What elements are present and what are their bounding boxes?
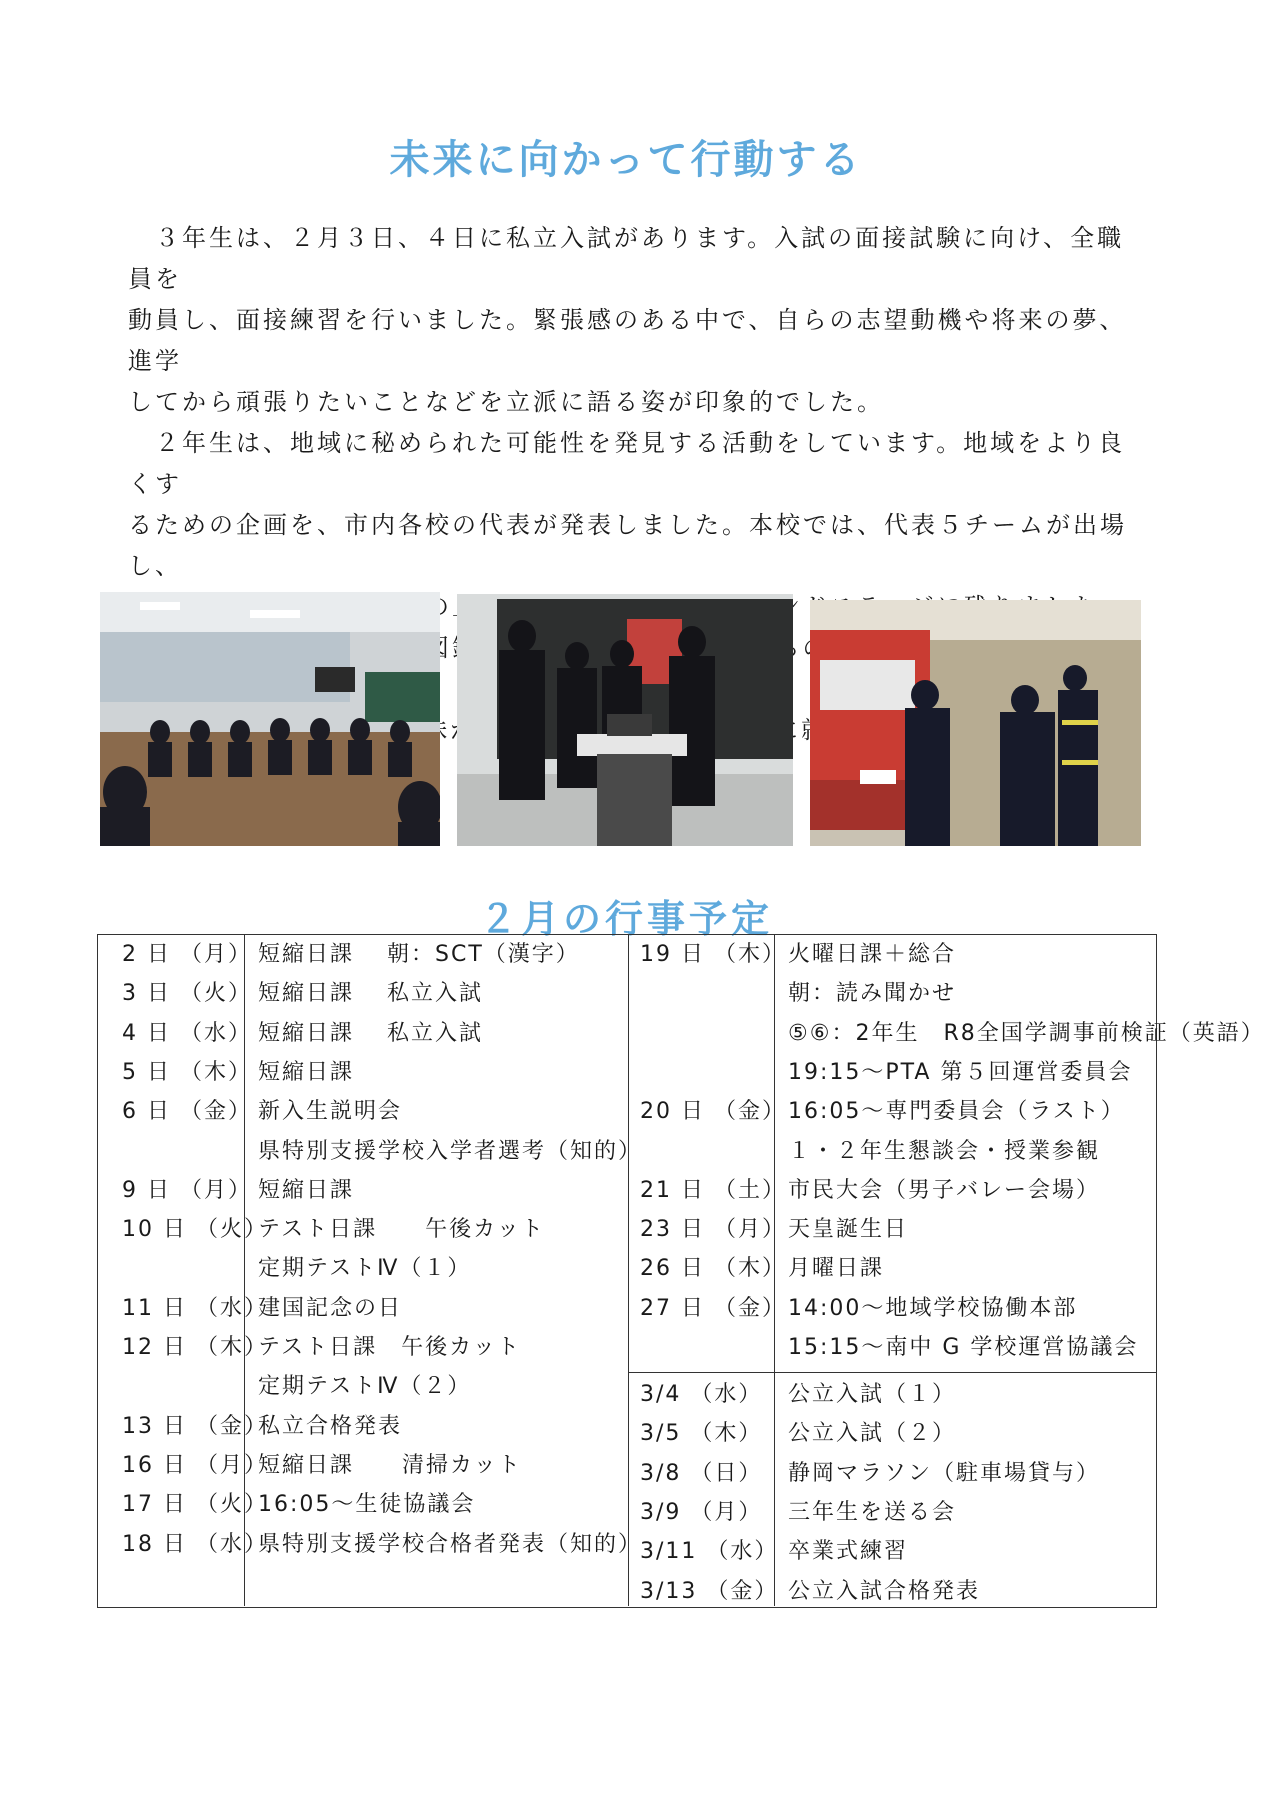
schedule-event: １・２年生懇談会・授業参観 — [788, 1138, 1101, 1164]
schedule-date: 26 日 （木） — [640, 1256, 786, 1282]
column-divider — [628, 935, 629, 1606]
schedule-event: 朝：読み聞かせ — [788, 981, 957, 1007]
photo-fire-station — [810, 600, 1141, 846]
schedule-date: 3/8 （日） — [640, 1460, 763, 1486]
schedule-event: 私立合格発表 — [258, 1413, 403, 1439]
schedule-event: 15:15～南中 G 学校運営協議会 — [788, 1335, 1139, 1360]
schedule-event: 短縮日課 私立入試 — [258, 1020, 483, 1046]
schedule-event: 火曜日課＋総合 — [788, 942, 957, 967]
schedule-event: 公立入試（１） — [788, 1382, 957, 1407]
schedule-date: 3/9 （月） — [640, 1499, 763, 1525]
schedule-event: 短縮日課 — [258, 1059, 355, 1085]
page-title: 未来に向かって行動する — [389, 137, 863, 183]
schedule-event: 短縮日課 私立入試 — [258, 981, 483, 1007]
schedule-date: 17 日 （火） — [122, 1492, 268, 1518]
schedule-date: 4 日 （水） — [122, 1020, 252, 1046]
schedule-date: 21 日 （土） — [640, 1177, 786, 1203]
schedule-date: 9 日 （月） — [122, 1177, 252, 1203]
schedule-date: 12 日 （木） — [122, 1335, 268, 1360]
paragraph-grade3 — [128, 218, 1128, 423]
text-line: ３年生は、２月３日、４日に私立入試があります。入試の面接試験に向け、全職員を — [128, 224, 1125, 293]
schedule-event: 三年生を送る会 — [788, 1499, 957, 1525]
schedule-event: 卒業式練習 — [788, 1539, 909, 1565]
schedule-event: 16:05～専門委員会（ラスト） — [788, 1099, 1125, 1125]
schedule-event: テスト日課 午後カット — [258, 1335, 521, 1360]
schedule-event: 定期テストⅣ（１） — [258, 1256, 472, 1282]
schedule-event: 定期テストⅣ（２） — [258, 1374, 472, 1400]
schedule-event: ⑤⑥：2年生 R8全国学調事前検証（英語） — [788, 1020, 1265, 1046]
schedule-event: 短縮日課 清掃カット — [258, 1452, 522, 1478]
schedule-event: 建国記念の日 — [258, 1295, 403, 1321]
schedule-date: 23 日 （月） — [640, 1217, 786, 1243]
schedule-event: 公立入試（２） — [788, 1421, 957, 1447]
section-divider — [628, 1372, 1156, 1373]
schedule-event: 短縮日課 — [258, 1177, 355, 1203]
schedule-date: 20 日 （金） — [640, 1099, 786, 1125]
schedule-event: 天皇誕生日 — [788, 1217, 909, 1243]
schedule-event: 短縮日課 朝：SCT（漢字） — [258, 942, 580, 967]
schedule-event: 公立入試合格発表 — [788, 1578, 981, 1604]
schedule-title: ２月の行事予定 — [478, 897, 773, 941]
photo-classroom — [100, 592, 440, 846]
schedule-event: 県特別支援学校入学者選考（知的） — [258, 1138, 643, 1164]
schedule-date: 3/11 （水） — [640, 1539, 779, 1565]
schedule-date: 18 日 （水） — [122, 1531, 268, 1557]
schedule-date: 3 日 （火） — [122, 981, 252, 1007]
text-line: ２年生は、地域に秘められた可能性を発見する活動をしています。地域をより良くす — [128, 429, 1126, 498]
schedule-date: 5 日 （木） — [122, 1059, 252, 1085]
schedule-event: 月曜日課 — [788, 1256, 885, 1282]
schedule-event: 16:05～生徒協議会 — [258, 1492, 476, 1518]
schedule-date: 16 日 （月） — [122, 1452, 268, 1478]
schedule-event: 市民大会（男子バレー会場） — [788, 1177, 1101, 1203]
schedule-date: 3/13 （金） — [640, 1578, 779, 1604]
schedule-date: 6 日 （金） — [122, 1099, 252, 1125]
text-line: るための企画を、市内各校の代表が発表しました。本校では、代表５チームが出場し、 — [128, 511, 1127, 580]
text-line: してから頑張りたいことなどを立派に語る姿が印象的でした。 — [128, 388, 884, 416]
schedule-date: 13 日 （金） — [122, 1413, 268, 1439]
schedule-event: 新入生説明会 — [258, 1099, 403, 1125]
text-line: 動員し、面接練習を行いました。緊張感のある中で、自らの志望動機や将来の夢、進学 — [128, 306, 1127, 375]
schedule-event: 県特別支援学校合格者発表（知的） — [258, 1531, 643, 1557]
schedule-date: 19 日 （木） — [640, 942, 786, 967]
photo-presentation — [457, 594, 793, 846]
schedule-date: 10 日 （火） — [122, 1217, 268, 1243]
schedule-date: 3/5 （木） — [640, 1421, 763, 1447]
schedule-event: 19:15～PTA 第５回運営委員会 — [788, 1059, 1133, 1085]
schedule-table — [97, 934, 1265, 1608]
schedule-event: 14:00～地域学校協働本部 — [788, 1295, 1078, 1321]
schedule-event: テスト日課 午後カット — [258, 1217, 545, 1243]
schedule-date: 11 日 （水） — [122, 1295, 268, 1321]
schedule-event: 静岡マラソン（駐車場貸与） — [788, 1460, 1101, 1486]
schedule-date: 2 日 （月） — [122, 942, 252, 967]
schedule-date: 27 日 （金） — [640, 1295, 786, 1321]
schedule-date: 3/4 （水） — [640, 1382, 763, 1407]
